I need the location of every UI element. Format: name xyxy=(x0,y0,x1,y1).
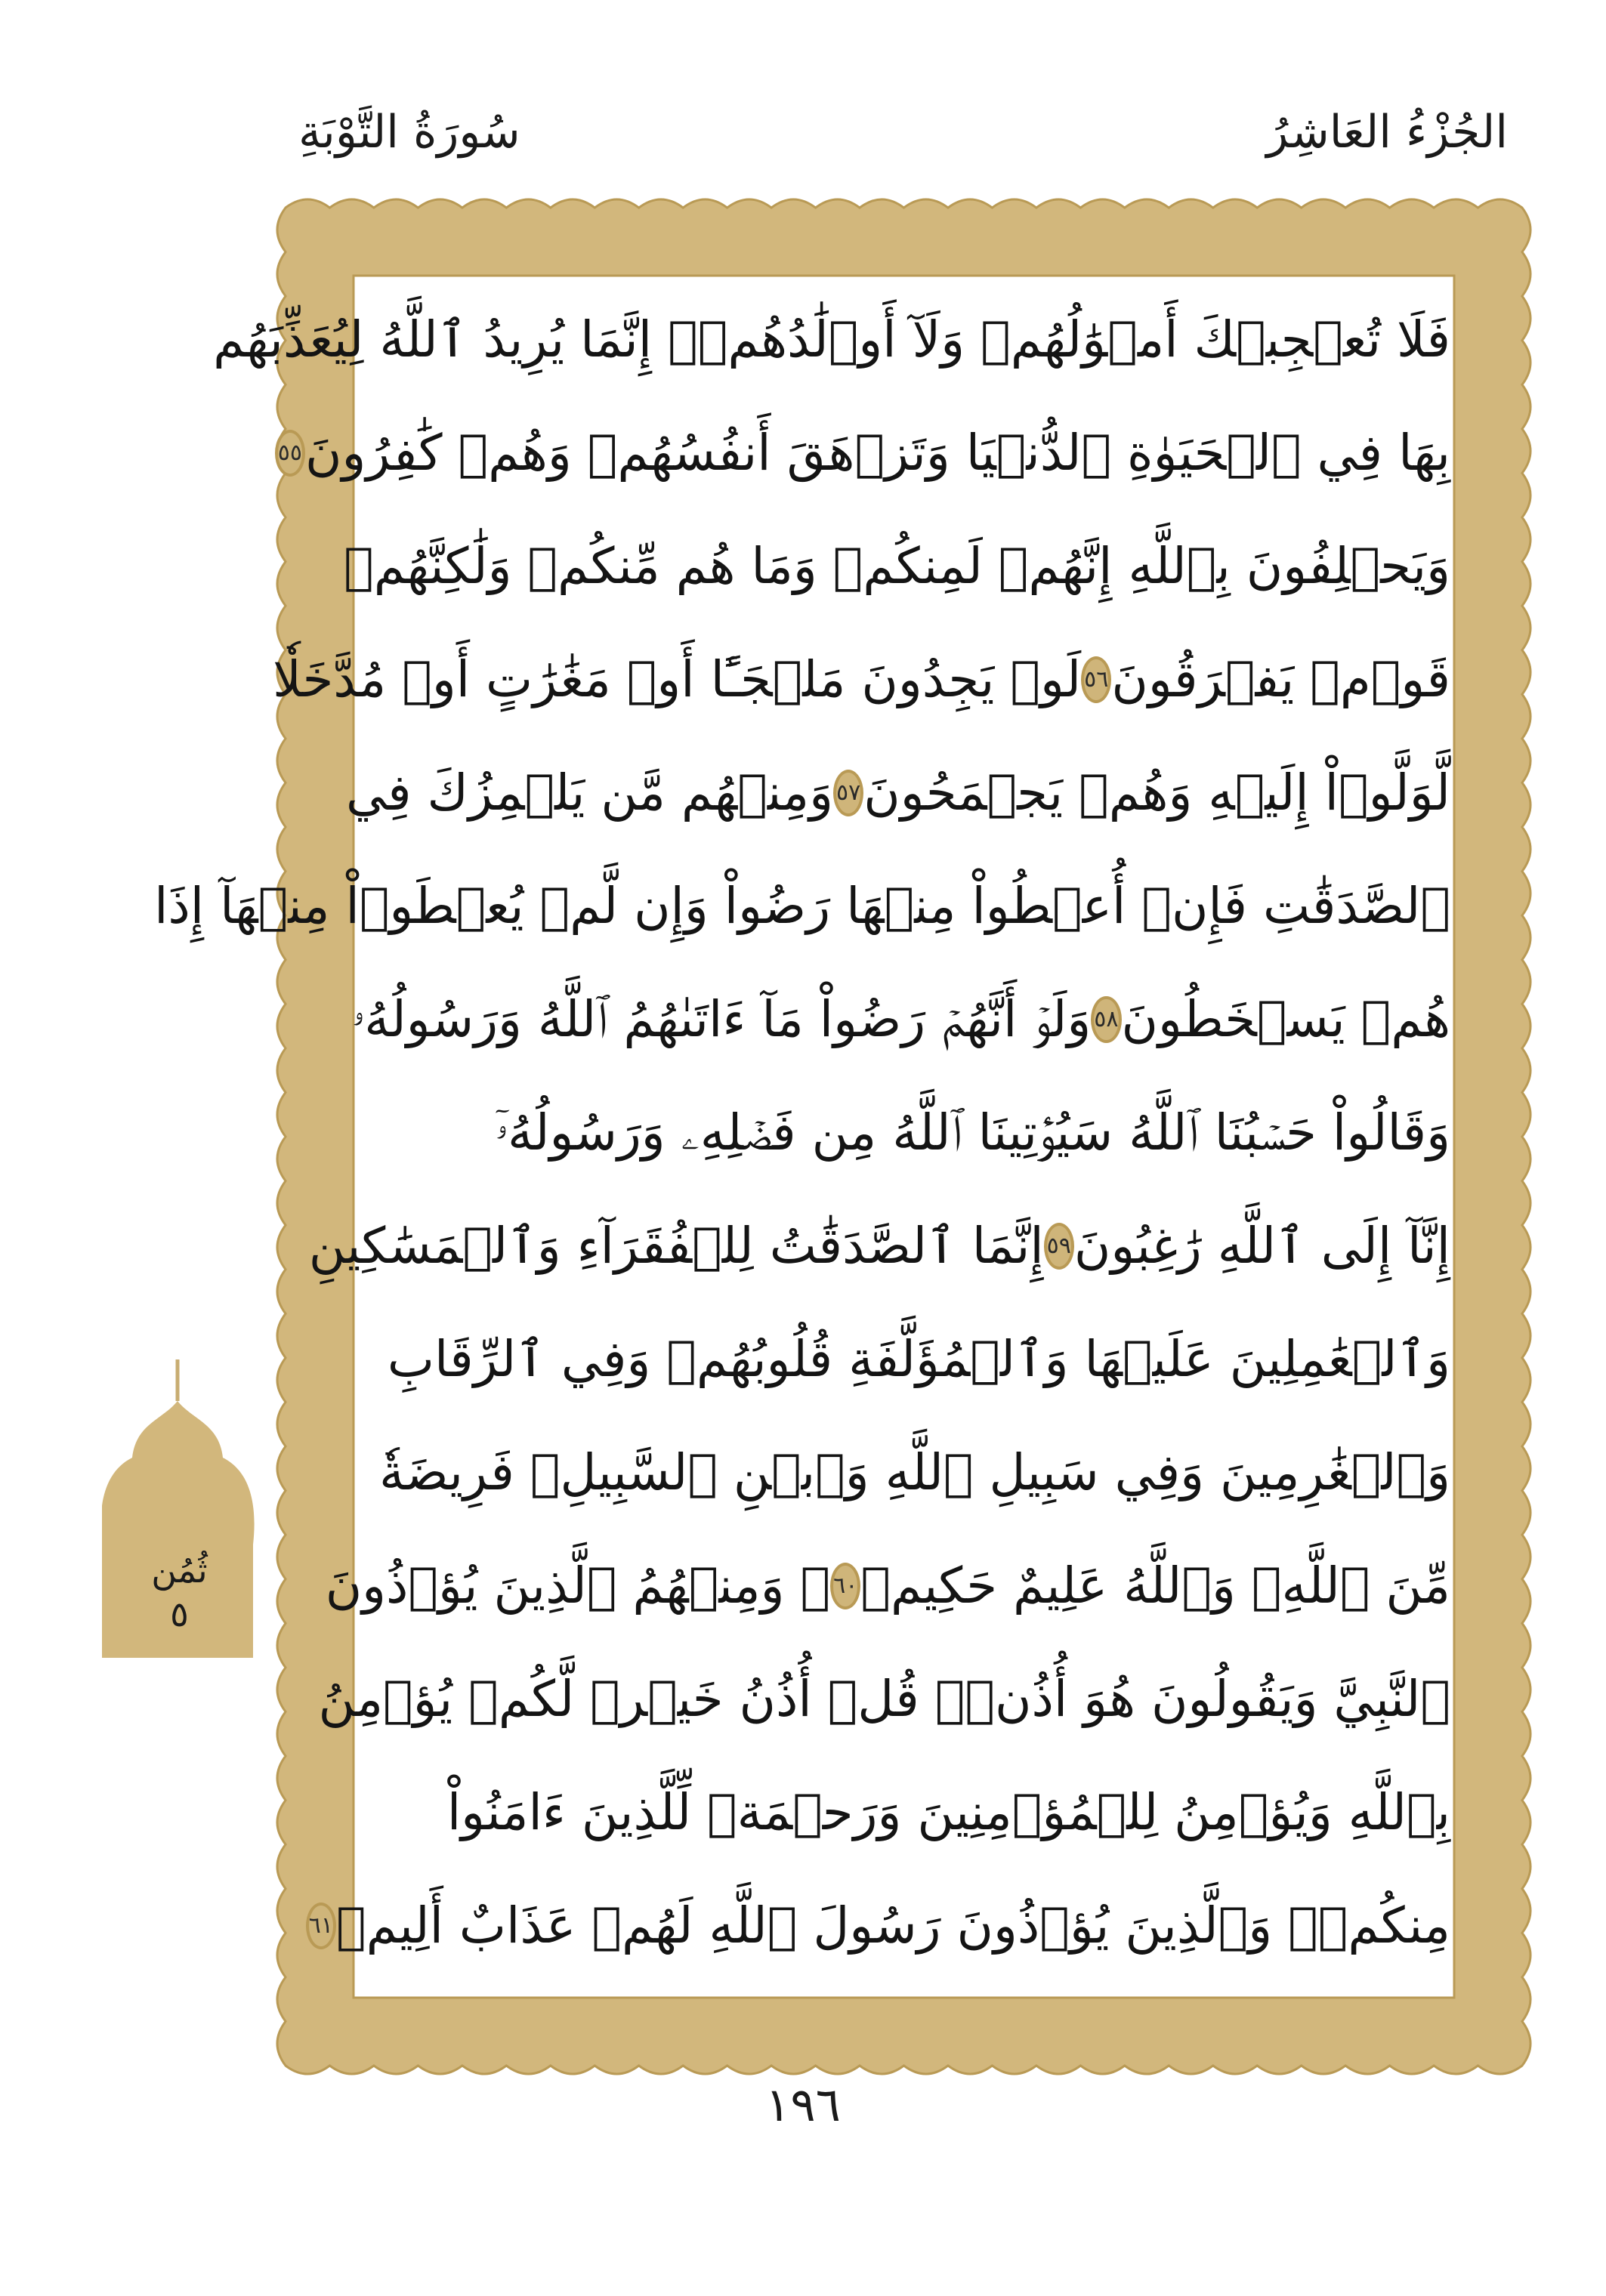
verse-text: وَمِنۡهُم مَّن يَلۡمِزُكَ فِي xyxy=(346,764,833,822)
text-line xyxy=(346,736,1450,850)
verse-text: بِهَا فِي ٱلۡحَيَوٰةِ ٱلدُّنۡيَا وَتَزۡهَقَ أَنفُسُهُمۡ وَهُمۡ كَٰفِرُونَ xyxy=(304,424,1450,482)
verse-text: قَوۡمٞ يَفۡرَقُونَ xyxy=(1111,650,1450,708)
ayah-number-marker: ٦١ xyxy=(306,1903,336,1949)
verse-text: وَٱلۡعَٰمِلِينَ عَلَيۡهَا وَٱلۡمُؤَلَّفَةِ قُلُوبُهُمۡ وَفِي ٱلرِّقَابِ xyxy=(387,1330,1450,1388)
text-line xyxy=(308,1190,1450,1303)
juz-title: الجُزْءُ العَاشِرُ xyxy=(1266,106,1508,159)
verse-text: لَّوَلَّوۡاْ إِلَيۡهِ وَهُمۡ يَجۡمَحُونَ xyxy=(863,764,1450,822)
text-line xyxy=(154,850,1450,963)
verse-text: ٱلنَّبِيَّ وَيَقُولُونَ هُوَ أُذُنٞۚ قُلۡ أُذُنُ خَيۡرٖ لَّكُمۡ يُؤۡمِنُ xyxy=(318,1670,1450,1728)
verse-text: وَٱلۡغَٰرِمِينَ وَفِي سَبِيلِ ٱللَّهِ وَٱبۡنِ ٱلسَّبِيلِۖ فَرِيضَةٗ xyxy=(378,1443,1450,1501)
text-line xyxy=(308,1869,1450,1983)
text-line xyxy=(325,1529,1450,1643)
text-line xyxy=(363,1756,1450,1869)
verse-text: وَيَحۡلِفُونَ بِٱللَّهِ إِنَّهُمۡ لَمِنكُمۡ وَمَا هُم مِّنكُمۡ وَلَٰكِنَّهُمۡ xyxy=(344,537,1450,595)
verse-text: إِنَّمَا ٱلصَّدَقَٰتُ لِلۡفُقَرَآءِ وَٱلۡمَسَٰكِينِ xyxy=(308,1217,1044,1275)
text-line xyxy=(318,1643,1450,1756)
ayah-number-marker: ٥٥ xyxy=(275,430,305,477)
surah-title: سُورَةُ التَّوْبَةِ xyxy=(298,106,520,159)
verse-text: بِٱللَّهِ وَيُؤۡمِنُ لِلۡمُؤۡمِنِينَ وَرَحۡمَةٞ لِّلَّذِينَ ءَامَنُواْ xyxy=(446,1783,1450,1841)
text-line xyxy=(363,1416,1450,1529)
hizb-marker xyxy=(106,1548,253,1636)
text-line xyxy=(277,397,1450,510)
ayah-number-marker: ٥٧ xyxy=(833,770,863,816)
hizb-number: ٥ xyxy=(170,1594,189,1634)
text-line xyxy=(273,623,1450,736)
verse-text: مِنكُمۡۚ وَٱلَّذِينَ يُؤۡذُونَ رَسُولَ ٱللَّهِ لَهُمۡ عَذَابٌ أَلِيمٞ xyxy=(336,1896,1450,1955)
verse-text: إِنَّآ إِلَى ٱللَّهِ رَٰغِبُونَ xyxy=(1073,1217,1450,1275)
text-line xyxy=(363,1303,1450,1416)
verse-text: مِّنَ ٱللَّهِۗ وَٱللَّهُ عَلِيمٌ حَكِيمٞ xyxy=(860,1557,1450,1615)
verse-text: لَوۡ يَجِدُونَ مَلۡجَـًٔا أَوۡ مَغَٰرَٰتٍ أَوۡ مُدَّخَلٗا xyxy=(273,650,1082,708)
verse-text: وَلَوۡ أَنَّهُمۡ رَضُواْ مَآ ءَاتَىٰهُمُ ٱللَّهُ وَرَسُولُهُۥ xyxy=(351,990,1092,1048)
text-line xyxy=(363,1076,1450,1190)
page-number: ١٩٦ xyxy=(765,2077,841,2132)
hizb-label: ثُمُن xyxy=(151,1550,208,1591)
verse-text: ۞ وَمِنۡهُمُ ٱلَّذِينَ يُؤۡذُونَ xyxy=(325,1557,831,1615)
text-line xyxy=(213,283,1450,397)
ayah-number-marker: ٦٠ xyxy=(830,1563,860,1609)
ayah-number-marker: ٥٨ xyxy=(1091,996,1121,1043)
text-line xyxy=(344,510,1450,623)
verse-text: فَلَا تُعۡجِبۡكَ أَمۡوَٰلُهُمۡ وَلَآ أَوۡلَٰدُهُمۡۚ إِنَّمَا يُرِيدُ ٱللَّهُ لِيُعَذِّبَهُم xyxy=(213,310,1450,369)
verse-text: ٱلصَّدَقَٰتِ فَإِنۡ أُعۡطُواْ مِنۡهَا رَضُواْ وَإِن لَّمۡ يُعۡطَوۡاْ مِنۡهَآ إِذَا xyxy=(154,877,1450,935)
ayah-number-marker: ٥٦ xyxy=(1081,656,1111,703)
text-line xyxy=(351,963,1450,1076)
verse-text: وَقَالُواْ حَسۡبُنَا ٱللَّهُ سَيُؤۡتِينَا ٱللَّهُ مِن فَضۡلِهِۦ وَرَسُولُهُۥٓ xyxy=(495,1103,1450,1162)
ayah-number-marker: ٥٩ xyxy=(1044,1223,1074,1270)
verse-text: هُمۡ يَسۡخَطُونَ xyxy=(1121,990,1450,1048)
